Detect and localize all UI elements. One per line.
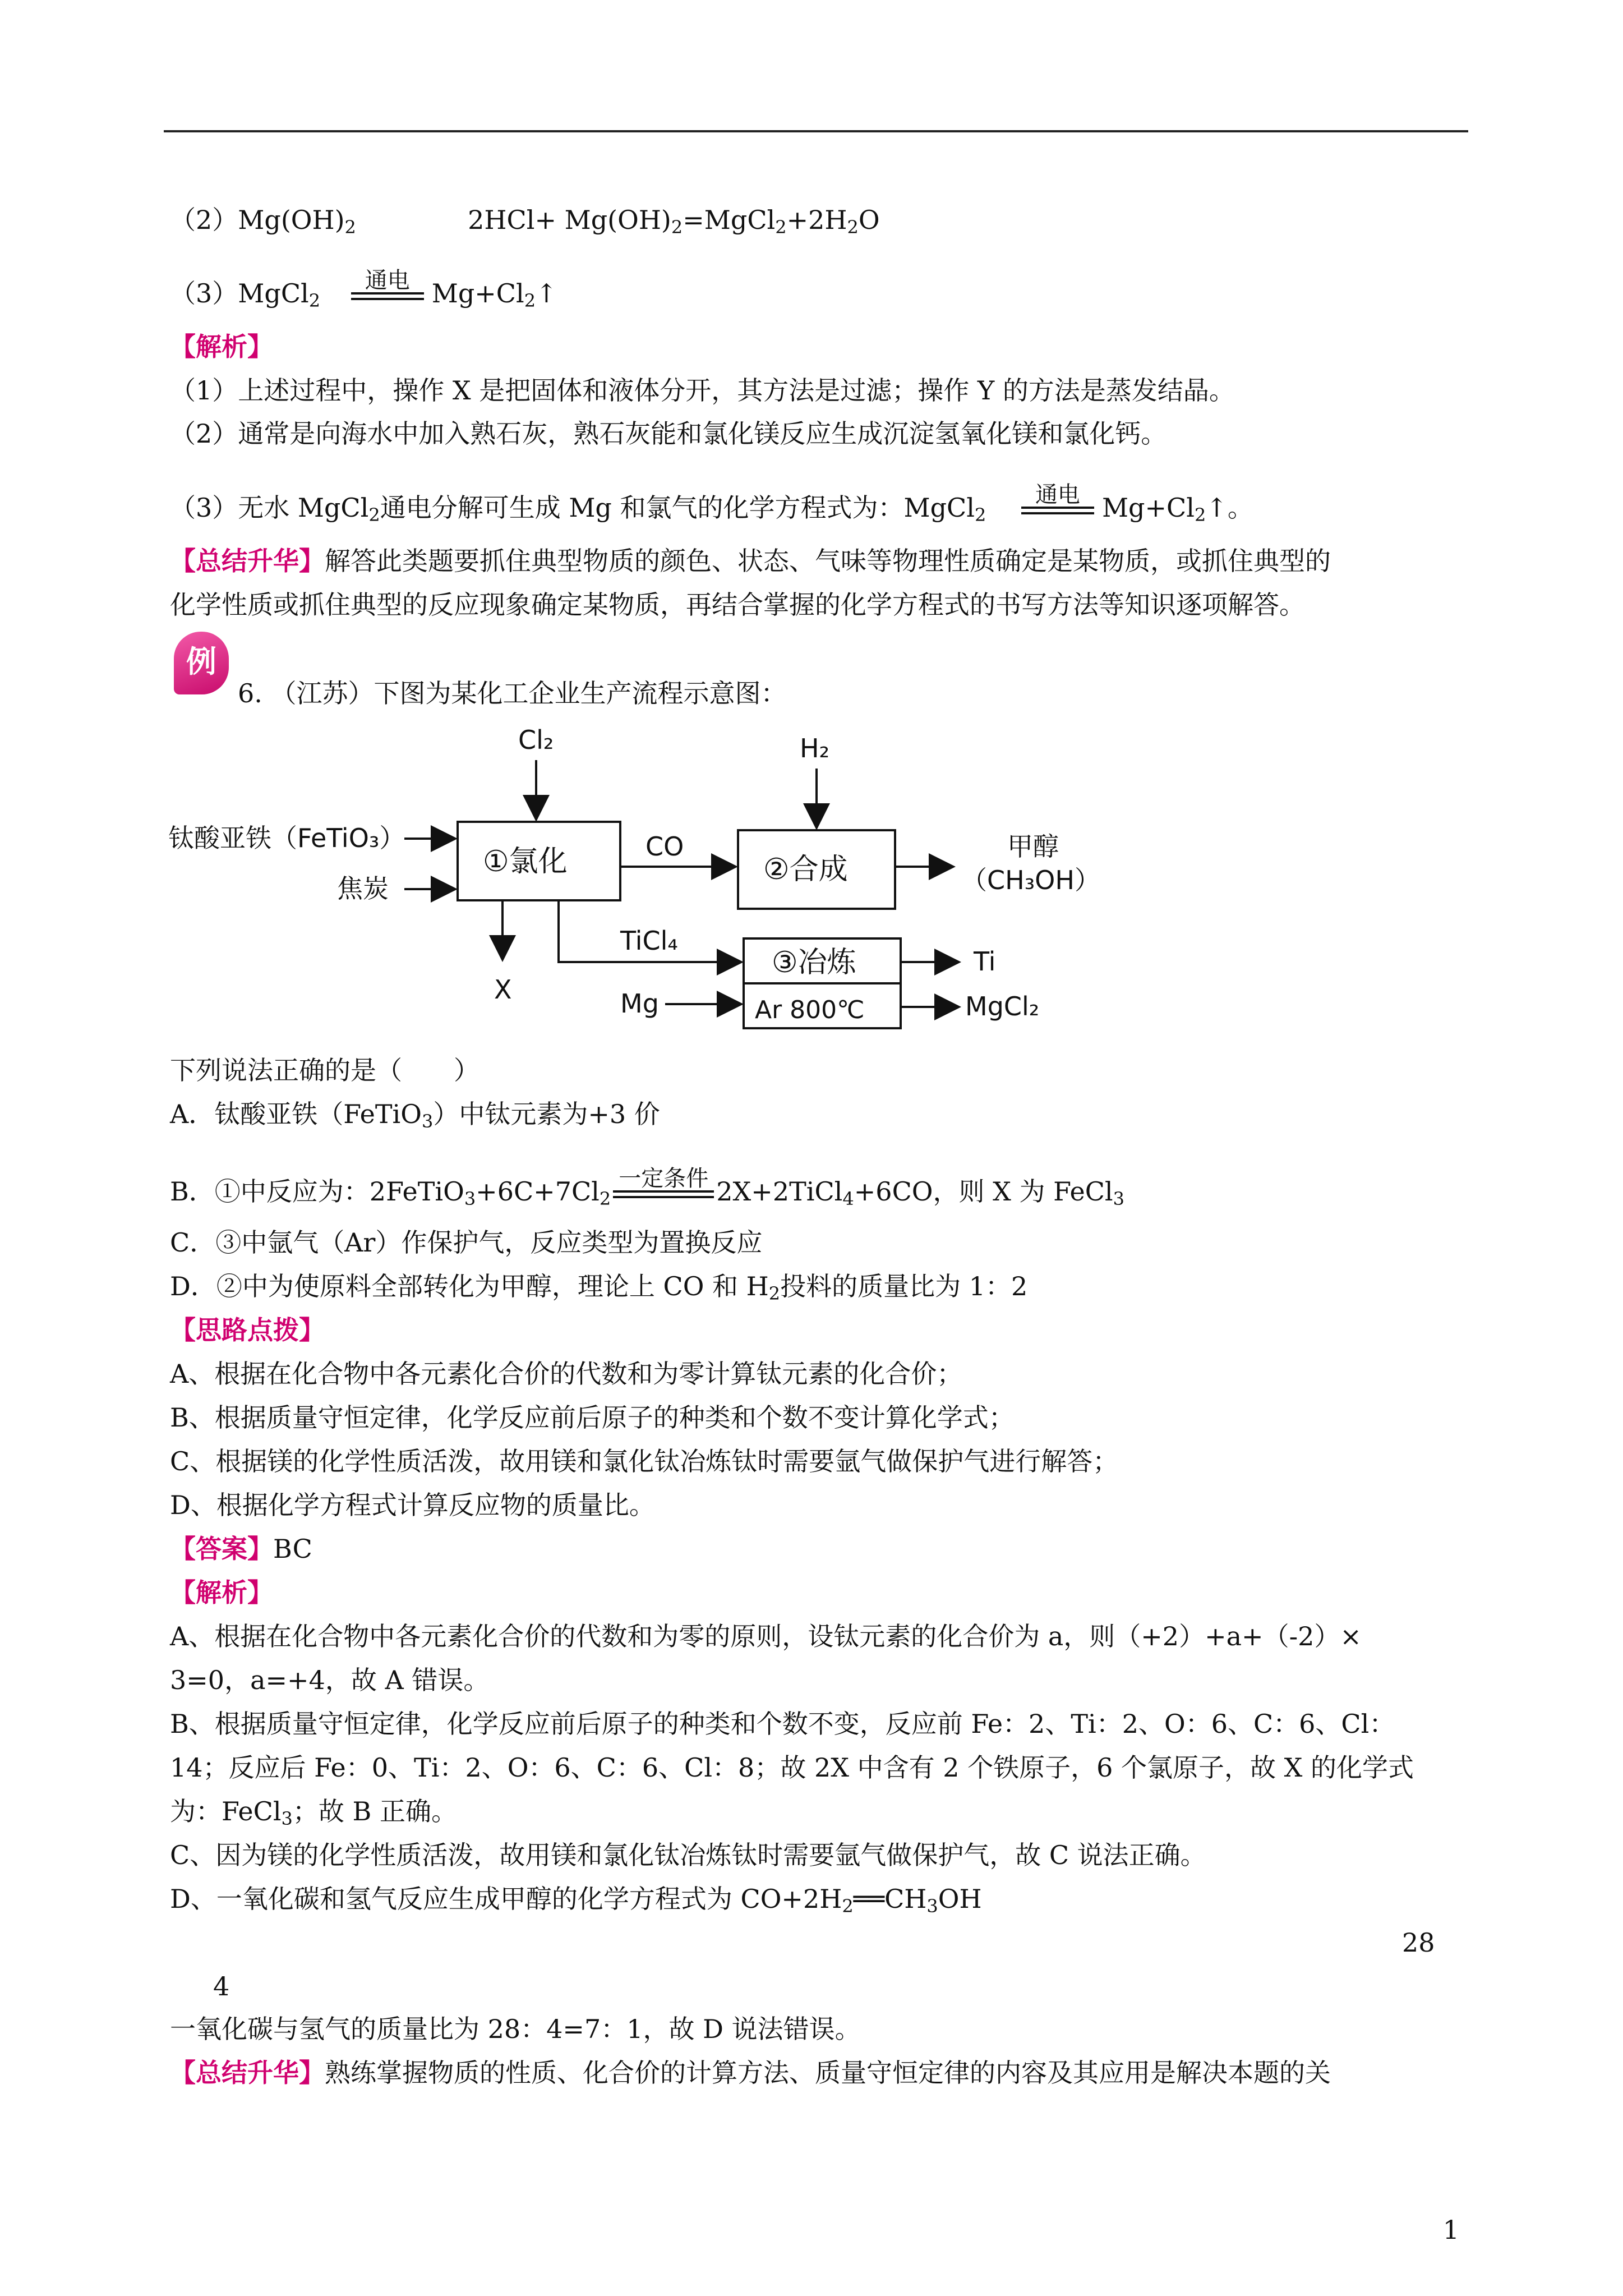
label-mgcl2: MgCl₂: [965, 991, 1040, 1022]
hint-a: A、根据在化合物中各元素化合价的代数和为零计算钛元素的化合价；: [170, 1359, 963, 1389]
header-rule: [164, 130, 1468, 132]
label-ticl4: TiCl₄: [620, 926, 678, 956]
reaction-condition: 一定条件: [613, 1190, 714, 1207]
analysis2-d: D、一氧化碳和氢气反应生成甲醇的化学方程式为 $CO+2H_2══CH_3OH$: [170, 1884, 982, 1917]
summary2-line: 【总结升华】熟练掌握物质的性质、化合价的计算方法、质量守恒定律的内容及其应用是解决本题的关: [170, 2058, 1331, 2088]
box2-label: ②合成: [763, 853, 848, 886]
label-co: CO: [645, 831, 684, 862]
example-title: 6. （江苏）下图为某化工企业生产流程示意图：: [238, 678, 787, 708]
analysis-p2: （2）通常是向海水中加入熟石灰，熟石灰能和氯化镁反应生成沉淀氢氧化镁和氯化钙。: [170, 418, 1167, 449]
label-x: X: [494, 974, 512, 1005]
box3-condition: Ar 800℃: [755, 996, 865, 1024]
label-h2: H₂: [800, 733, 830, 763]
analysis2-b3: 为：FeCl$_3$；故 B 正确。: [170, 1796, 457, 1829]
label-coke: 焦炭: [337, 873, 389, 904]
analysis2-b2: 14；反应后 Fe：0、Ti：2、O：6、C：6、Cl：8；故 2X 中含有 2 个铁原子，6 个氯原子，故 X 的化学式: [170, 1752, 1414, 1783]
option-b: B．①中反应为：$2FeTiO_3+6C+7Cl_2$ 一定条件 2X+2TiCl$_4$+6CO，则 X 为 FeCl$_3$: [170, 1166, 1124, 1209]
label-methanol: 甲醇: [1007, 831, 1059, 862]
summary-line-2: 化学性质或抓住典型的反应现象确定某物质，再结合掌握的化学方程式的书写方法等知识逐项解答。: [170, 590, 1305, 620]
label-cl2: Cl₂: [518, 725, 554, 755]
option-c: C．③中氩气（Ar）作保护气，反应类型为置换反应: [170, 1227, 763, 1258]
analysis2-a1: A、根据在化合物中各元素化合价的代数和为零的原则，设钛元素的化合价为 a，则（+2）+a+（-2）×: [170, 1621, 1362, 1651]
label-ch3oh: （CH₃OH）: [961, 865, 1100, 895]
hint-d: D、根据化学方程式计算反应物的质量比。: [170, 1490, 655, 1520]
answer-line-2: $(2)Mg(OH)_2$ $2HCl+ Mg(OH)_2=MgCl_2+2H_2O$: [170, 205, 880, 238]
answer-line-3: （3）MgCl$_2$ 通电 $Mg+Cl_2↑$: [170, 268, 557, 311]
analysis2-heading: 【解析】: [170, 1577, 273, 1608]
analysis-p3: （3）无水 MgCl$_2$通电分解可生成 Mg 和氯气的化学方程式为：MgCl$_2$ 通电 $Mg+Cl_2↑$。: [170, 482, 1253, 526]
option-a: A．钛酸亚铁（FeTiO$_3$）中钛元素为+3 价: [170, 1099, 660, 1132]
process-flow-diagram: [166, 721, 1119, 1035]
electrolysis-condition: 通电: [1021, 507, 1094, 523]
fraction-numerator: 28: [1402, 1927, 1435, 1958]
box1-label: ①氯化: [483, 845, 568, 878]
label-mg: Mg: [620, 988, 659, 1019]
fraction-denominator: 4: [213, 1971, 230, 2001]
label-fetio3: 钛酸亚铁（FeTiO₃）: [168, 823, 405, 853]
analysis2-b1: B、根据质量守恒定律，化学反应前后原子的种类和个数不变，反应前 Fe：2、Ti：2、O：6、C：6、Cl：: [170, 1709, 1395, 1739]
example-badge: 例: [174, 632, 229, 694]
hint-heading: 【思路点拨】: [170, 1315, 325, 1345]
electrolysis-condition: 通电: [351, 292, 424, 309]
analysis2-a2: 3=0，a=+4，故 A 错误。: [170, 1665, 490, 1695]
analysis2-ratio: 一氧化碳与氢气的质量比为 28：4=7：1，故 D 说法错误。: [170, 2014, 861, 2044]
hint-b: B、根据质量守恒定律，化学反应前后原子的种类和个数不变计算化学式；: [170, 1402, 1015, 1433]
page-number: 1: [1442, 2215, 1459, 2245]
label-ti: Ti: [974, 946, 996, 977]
analysis-heading: 【解析】: [170, 332, 273, 362]
summary-line-1: 【总结升华】解答此类题要抓住典型物质的颜色、状态、气味等物理性质确定是某物质，或抓住典型的: [170, 546, 1331, 576]
question-stem: 下列说法正确的是（ ）: [170, 1055, 479, 1085]
analysis2-c: C、因为镁的化学性质活泼，故用镁和氯化钛冶炼钛时需要氩气做保护气，故 C 说法正确。: [170, 1840, 1206, 1870]
analysis-p1: （1）上述过程中，操作 X 是把固体和液体分开，其方法是过滤；操作 Y 的方法是蒸发结晶。: [170, 375, 1235, 406]
box3-label: ③冶炼: [772, 946, 856, 979]
option-d: D．②中为使原料全部转化为甲醇，理论上 CO 和 $H_2$投料的质量比为 1：2: [170, 1271, 1028, 1304]
hint-c: C、根据镁的化学性质活泼，故用镁和氯化钛冶炼钛时需要氩气做保护气进行解答；: [170, 1446, 1119, 1476]
answer-line: 【答案】BC: [170, 1534, 312, 1564]
